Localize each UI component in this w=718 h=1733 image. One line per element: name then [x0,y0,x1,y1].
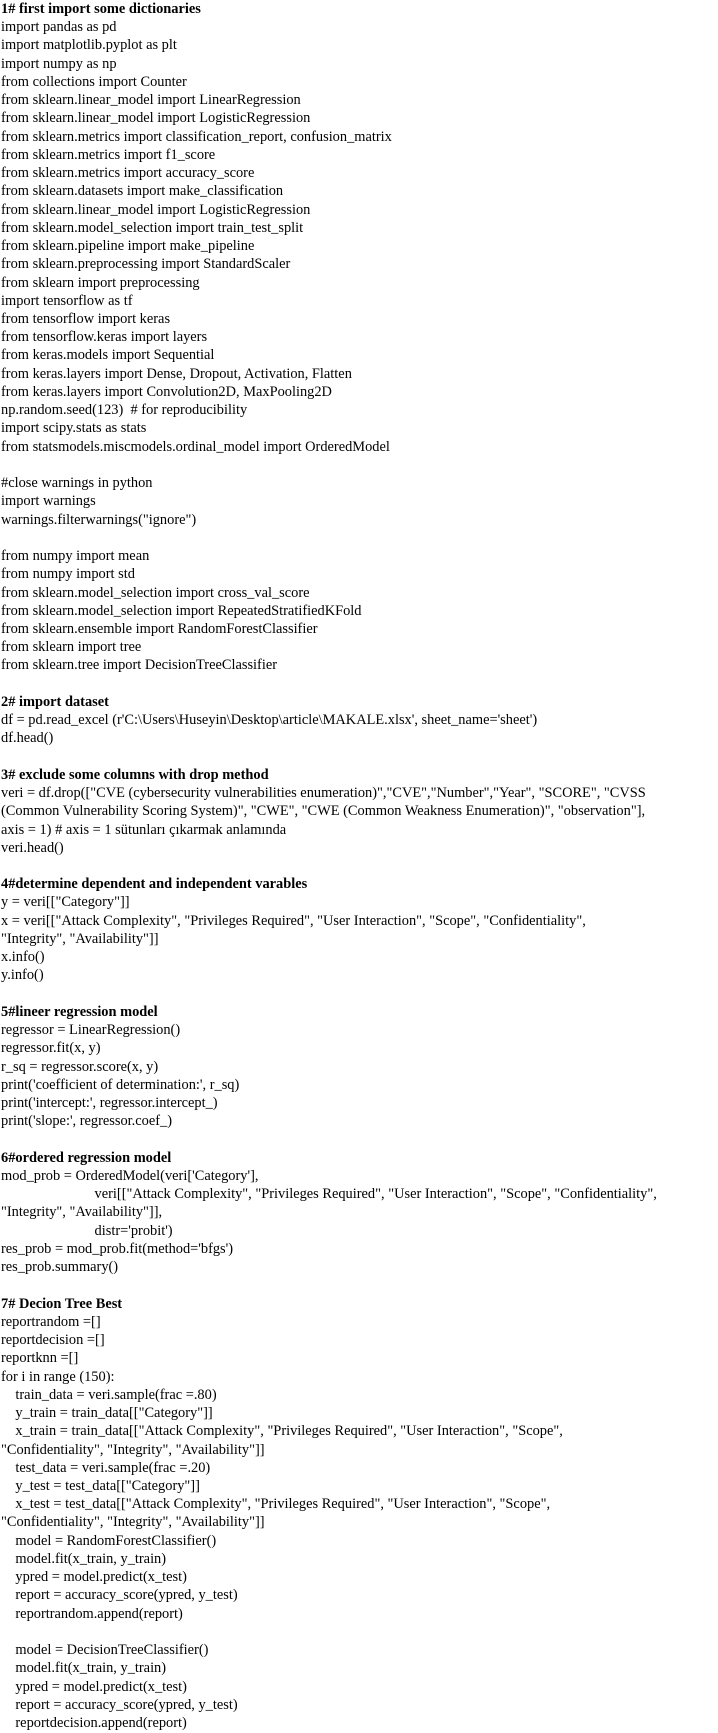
code-line: ypred = model.predict(x_test) [1,1569,187,1586]
code-line: import matplotlib.pyplot as plt [1,37,177,54]
code-line [1,1623,718,1641]
code-line: from sklearn.model_selection import cross_val_score [1,584,310,601]
code-line: #close warnings in python [1,475,153,492]
code-line: train_data = veri.sample(frac =.80) [1,1386,217,1403]
code-line [1,675,718,693]
code-line: from sklearn.preprocessing import StandardScaler [1,256,291,273]
code-line: reportrandom =[] [1,1313,101,1330]
code-line: from sklearn.metrics import f1_score [1,146,216,163]
code-line: from numpy import std [1,566,135,583]
code-line: from sklearn.linear_model import LinearRegression [1,92,301,109]
code-line: from sklearn.model_selection import RepeatedStratifiedKFold [1,602,362,619]
code-line: import pandas as pd [1,19,117,36]
code-line: regressor.fit(x, y) [1,1040,101,1057]
code-line: from sklearn import preprocessing [1,274,200,291]
code-line: from tensorflow import keras [1,310,171,327]
code-line: veri = df.drop(["CVE (cybersecurity vulnerabilities enumeration)","CVE","Number","Year", "SCORE", "CVSS [1,785,646,802]
code-line: x_train = train_data[["Attack Complexity", "Privileges Required", "User Interaction", "Scope", [1,1423,563,1440]
code-line: from keras.models import Sequential [1,347,215,364]
code-line: model.fit(x_train, y_train) [1,1660,167,1677]
code-line [1,985,718,1003]
code-line: "Confidentiality", "Integrity", "Availability"]] [1,1514,265,1531]
code-line: from collections import Counter [1,73,187,90]
code-line: print('coefficient of determination:', r_sq) [1,1076,240,1093]
code-line: x_test = test_data[["Attack Complexity", "Privileges Required", "User Interaction", "Scope", [1,1496,551,1513]
code-line: y_train = train_data[["Category"]] [1,1405,213,1422]
code-line: axis = 1) # axis = 1 sütunları çıkarmak anlamında [1,821,287,838]
code-line [1,748,718,766]
code-line: res_prob = mod_prob.fit(method='bfgs') [1,1240,234,1257]
code-line [1,857,718,875]
code-line: "Confidentiality", "Integrity", "Availability"]] [1,1441,265,1458]
code-line: report = accuracy_score(ypred, y_test) [1,1696,238,1713]
section-heading: 1# first import some dictionaries [1,1,201,17]
code-line: import scipy.stats as stats [1,420,147,437]
code-line: from sklearn.metrics import accuracy_score [1,165,255,182]
code-line: from sklearn.ensemble import RandomForestClassifier [1,620,318,637]
code-line: from sklearn.tree import DecisionTreeClassifier [1,657,278,674]
code-line: import numpy as np [1,55,117,72]
code-line: mod_prob = OrderedModel(veri['Category'], [1,1168,259,1184]
section-heading: 4#determine dependent and independent varables [1,876,308,893]
code-line: model.fit(x_train, y_train) [1,1550,167,1567]
code-line: reportdecision =[] [1,1332,105,1349]
section-heading: 5#lineer regression model [1,1003,158,1020]
code-line: from sklearn.model_selection import train_test_split [1,219,304,236]
code-line: y.info() [1,967,44,984]
section-heading: 2# import dataset [1,693,109,710]
code-line: distr='probit') [1,1222,173,1239]
code-line: ypred = model.predict(x_test) [1,1678,187,1695]
code-line: test_data = veri.sample(frac =.20) [1,1459,211,1476]
code-line: from keras.layers import Convolution2D, MaxPooling2D [1,383,332,400]
code-line: reportrandom.append(report) [1,1605,183,1622]
code-line: warnings.filterwarnings("ignore") [1,511,197,528]
code-line: "Integrity", "Availability"]] [1,930,159,947]
code-line: r_sq = regressor.score(x, y) [1,1058,159,1075]
code-line: from sklearn.linear_model import LogisticRegression [1,110,311,127]
code-line: for i in range (150): [1,1368,115,1385]
code-line: veri.head() [1,839,64,856]
code-line: model = DecisionTreeClassifier() [1,1642,209,1659]
code-line: from numpy import mean [1,548,150,565]
code-line: import warnings [1,493,96,510]
code-line: x = veri[["Attack Complexity", "Privileges Required", "User Interaction", "Scope", "Confidentiality", [1,912,586,929]
code-line [1,456,718,474]
code-line: from sklearn.pipeline import make_pipeline [1,238,255,255]
code-line: regressor = LinearRegression() [1,1022,181,1039]
code-line: from sklearn.linear_model import LogisticRegression [1,201,311,218]
code-line: report = accuracy_score(ypred, y_test) [1,1587,238,1604]
code-line: model = RandomForestClassifier() [1,1532,217,1549]
code-line: from sklearn.metrics import classification_report, confusion_matrix [1,128,392,145]
code-line: x.info() [1,949,45,966]
code-line: from tensorflow.keras import layers [1,329,208,346]
code-line: (Common Vulnerability Scoring System)", "CWE", "CWE (Common Weakness Enumeration)", "observation"], [1,803,646,820]
code-line: from sklearn.datasets import make_classification [1,183,284,200]
code-line: "Integrity", "Availability"]], [1,1204,163,1221]
section-heading: 3# exclude some columns with drop method [1,766,269,783]
code-line: import tensorflow as tf [1,292,133,309]
code-line: res_prob.summary() [1,1259,119,1276]
section-heading: 7# Decion Tree Best [1,1295,123,1312]
code-line: reportknn =[] [1,1350,79,1367]
code-line [1,1131,718,1149]
code-line: from keras.layers import Dense, Dropout, Activation, Flatten [1,365,352,382]
code-line: from statsmodels.miscmodels.ordinal_model import OrderedModel [1,438,390,455]
code-line: reportdecision.append(report) [1,1715,187,1732]
code-line: y_test = test_data[["Category"]] [1,1477,200,1494]
code-line: veri[["Attack Complexity", "Privileges Required", "User Interaction", "Scope", "Confidentiality", [1,1186,657,1203]
code-line: print('intercept:', regressor.intercept_) [1,1095,218,1112]
code-line: print('slope:', regressor.coef_) [1,1113,173,1130]
code-line: np.random.seed(123) # for reproducibility [1,402,248,419]
code-line: df = pd.read_excel (r'C:\Users\Huseyin\Desktop\article\MAKALE.xlsx', sheet_name='sheet') [1,712,538,729]
code-line [1,529,718,547]
code-line: y = veri[["Category"]] [1,894,130,911]
code-line [1,1276,718,1294]
section-heading: 6#ordered regression model [1,1149,172,1166]
code-line: from sklearn import tree [1,639,142,656]
code-line: df.head() [1,730,54,747]
